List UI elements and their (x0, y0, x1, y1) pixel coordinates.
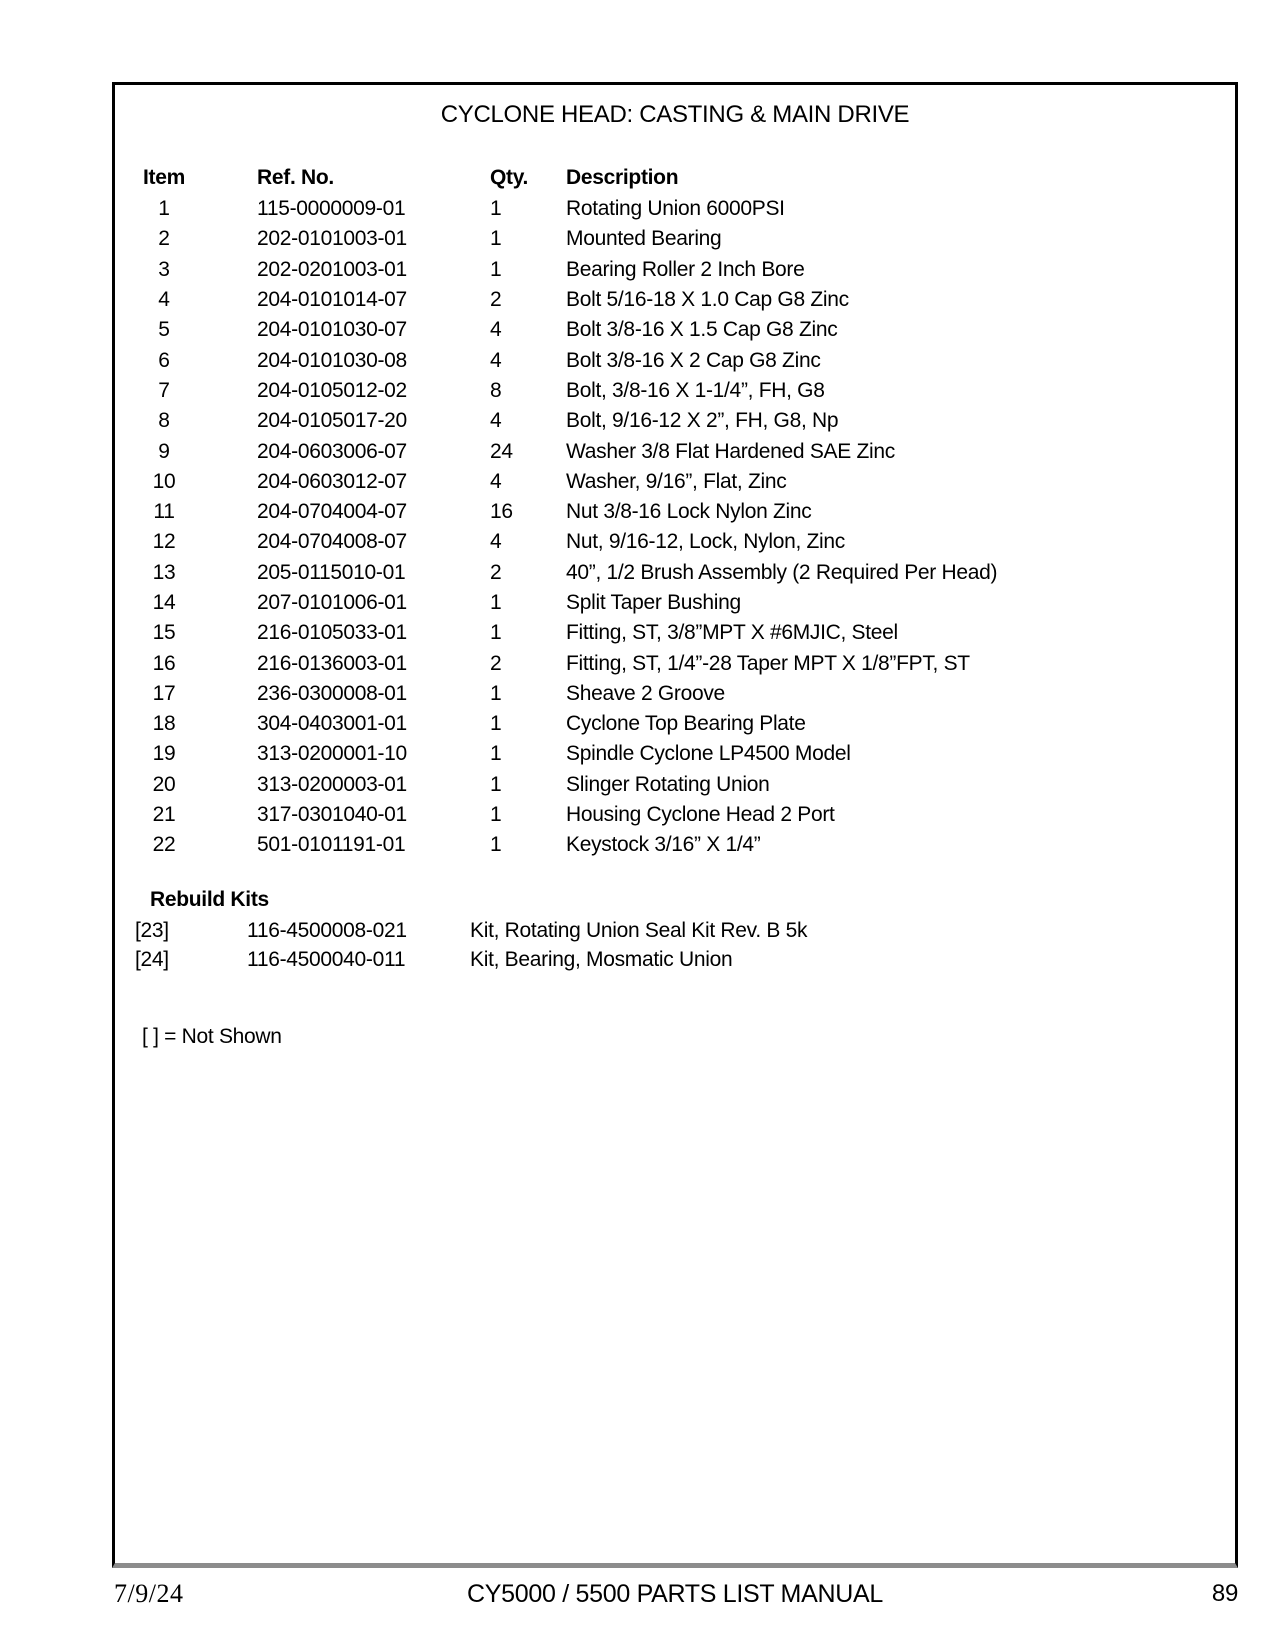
item-number: 15 (152, 621, 176, 645)
item-number: 19 (152, 742, 176, 766)
item-number: 2 (158, 227, 170, 251)
rebuild-kit-row (115, 917, 1221, 946)
rebuild-kits-rows (115, 917, 1221, 974)
ref-number: 207-0101006-01 (257, 591, 407, 614)
table-header-row (115, 163, 1221, 193)
ref-number: 313-0200003-01 (257, 772, 407, 796)
page-footer (112, 1578, 1238, 1610)
description: Washer, 9/16”, Flat, Zinc (566, 469, 787, 493)
item-number: [24] (135, 947, 169, 971)
not-shown-legend: [ ] = Not Shown (142, 1025, 282, 1048)
ref-number: 216-0105033-01 (257, 621, 407, 645)
table-row (115, 739, 1221, 769)
column-header-qty: Qty. (490, 166, 529, 189)
ref-number: 115-0000009-01 (257, 197, 406, 221)
quantity: 4 (490, 348, 502, 372)
description: Housing Cyclone Head 2 Port (566, 803, 835, 827)
description: Mounted Bearing (566, 227, 722, 251)
description: Fitting, ST, 3/8”MPT X #6MJIC, Steel (566, 621, 898, 645)
ref-number: 204-0101030-07 (257, 318, 407, 342)
ref-number: 236-0300008-01 (257, 681, 407, 705)
description: Spindle Cyclone LP4500 Model (566, 742, 851, 766)
table-row (115, 285, 1221, 315)
item-number: 8 (158, 409, 170, 433)
item-number: [23] (135, 919, 169, 943)
ref-number: 204-0603012-07 (257, 469, 407, 493)
description: Nut 3/8-16 Lock Nylon Zinc (566, 500, 812, 524)
footer-page-number: 89 (1211, 1580, 1238, 1607)
table-row (115, 558, 1221, 588)
ref-number: 501-0101191-01 (257, 833, 406, 857)
quantity: 2 (490, 560, 502, 584)
table-row (115, 315, 1221, 345)
table-row (115, 255, 1221, 285)
column-header-ref: Ref. No. (257, 166, 334, 189)
ref-number: 317-0301040-01 (257, 803, 407, 827)
quantity: 4 (490, 530, 502, 554)
quantity: 1 (490, 681, 502, 705)
description: Kit, Rotating Union Seal Kit Rev. B 5k (470, 919, 808, 943)
description: Fitting, ST, 1/4”-28 Taper MPT X 1/8”FPT, ST (566, 651, 970, 675)
ref-number: 204-0101014-07 (257, 288, 407, 312)
ref-number: 202-0201003-01 (257, 257, 407, 281)
rebuild-kit-row (115, 946, 1221, 975)
description: Cyclone Top Bearing Plate (566, 712, 806, 736)
item-number: 21 (152, 803, 176, 827)
description: Bolt, 3/8-16 X 1-1/4”, FH, G8 (566, 378, 825, 402)
ref-number: 304-0403001-01 (257, 712, 407, 736)
quantity: 1 (490, 591, 502, 614)
description: Bolt 3/8-16 X 1.5 Cap G8 Zinc (566, 318, 838, 342)
item-number: 1 (158, 197, 170, 221)
table-row (115, 618, 1221, 648)
table-row (115, 194, 1221, 224)
ref-number: 204-0105012-02 (257, 378, 407, 402)
quantity: 2 (490, 288, 502, 312)
table-row (115, 376, 1221, 406)
description: Bolt, 9/16-12 X 2”, FH, G8, Np (566, 409, 839, 433)
item-number: 5 (158, 318, 170, 342)
table-row (115, 406, 1221, 436)
ref-number: 216-0136003-01 (257, 651, 407, 675)
quantity: 4 (490, 469, 502, 493)
ref-number: 202-0101003-01 (257, 227, 407, 251)
quantity: 8 (490, 378, 502, 402)
quantity: 1 (490, 742, 502, 766)
ref-number: 204-0105017-20 (257, 409, 407, 433)
quantity: 1 (490, 227, 502, 251)
description: 40”, 1/2 Brush Assembly (2 Required Per Head) (566, 560, 998, 584)
quantity: 16 (490, 500, 513, 524)
description: Slinger Rotating Union (566, 772, 770, 796)
item-number: 12 (152, 530, 176, 554)
item-number: 6 (158, 348, 170, 372)
table-row (115, 497, 1221, 527)
table-row (115, 648, 1221, 678)
quantity: 2 (490, 651, 502, 675)
quantity: 1 (490, 197, 502, 221)
column-header-description: Description (566, 166, 679, 189)
description: Kit, Bearing, Mosmatic Union (470, 947, 733, 971)
item-number: 10 (152, 469, 176, 493)
quantity: 4 (490, 409, 502, 433)
document-sheet (112, 82, 1238, 1568)
ref-number: 204-0101030-08 (257, 348, 407, 372)
item-number: 13 (152, 560, 176, 584)
item-number: 16 (152, 651, 176, 675)
footer-manual-title: CY5000 / 5500 PARTS LIST MANUAL (467, 1580, 883, 1608)
item-number: 3 (158, 257, 170, 281)
item-number: 7 (158, 378, 170, 402)
quantity: 24 (490, 439, 513, 463)
item-number: 22 (152, 833, 176, 857)
table-row (115, 527, 1221, 557)
description: Washer 3/8 Flat Hardened SAE Zinc (566, 439, 895, 463)
item-number: 9 (158, 439, 170, 463)
quantity: 1 (490, 621, 502, 645)
table-row (115, 224, 1221, 254)
ref-number: 204-0704004-07 (257, 500, 407, 524)
description: Sheave 2 Groove (566, 681, 725, 705)
rebuild-kits-heading: Rebuild Kits (150, 888, 269, 911)
table-row (115, 345, 1221, 375)
ref-number: 204-0704008-07 (257, 530, 407, 554)
item-number: 18 (152, 712, 176, 736)
quantity: 1 (490, 803, 502, 827)
quantity: 1 (490, 257, 502, 281)
description: Nut, 9/16-12, Lock, Nylon, Zinc (566, 530, 845, 554)
description: Split Taper Bushing (566, 591, 741, 614)
quantity: 1 (490, 712, 502, 736)
document-title: CYCLONE HEAD: CASTING & MAIN DRIVE (440, 101, 910, 128)
table-row (115, 830, 1221, 860)
table-row (115, 588, 1221, 618)
quantity: 4 (490, 318, 502, 342)
description: Bolt 5/16-18 X 1.0 Cap G8 Zinc (566, 288, 849, 312)
table-row (115, 679, 1221, 709)
description: Keystock 3/16” X 1/4” (566, 833, 761, 857)
ref-number: 116-4500008-021 (247, 919, 407, 943)
footer-date: 7/9/24 (114, 1579, 184, 1608)
ref-number: 205-0115010-01 (257, 560, 406, 584)
table-row (115, 467, 1221, 497)
item-number: 4 (158, 288, 170, 312)
table-row (115, 436, 1221, 466)
item-number: 17 (152, 681, 176, 705)
table-row (115, 800, 1221, 830)
parts-rows (115, 194, 1221, 861)
quantity: 1 (490, 772, 502, 796)
table-row (115, 709, 1221, 739)
item-number: 20 (152, 772, 176, 796)
table-row (115, 770, 1221, 800)
ref-number: 204-0603006-07 (257, 439, 407, 463)
description: Bolt 3/8-16 X 2 Cap G8 Zinc (566, 348, 821, 372)
description: Bearing Roller 2 Inch Bore (566, 257, 805, 281)
description: Rotating Union 6000PSI (566, 197, 785, 221)
item-number: 11 (153, 500, 175, 524)
quantity: 1 (490, 833, 502, 857)
column-header-item: Item (143, 166, 185, 189)
item-number: 14 (152, 591, 176, 614)
ref-number: 313-0200001-10 (257, 742, 407, 766)
ref-number: 116-4500040-011 (247, 947, 406, 971)
